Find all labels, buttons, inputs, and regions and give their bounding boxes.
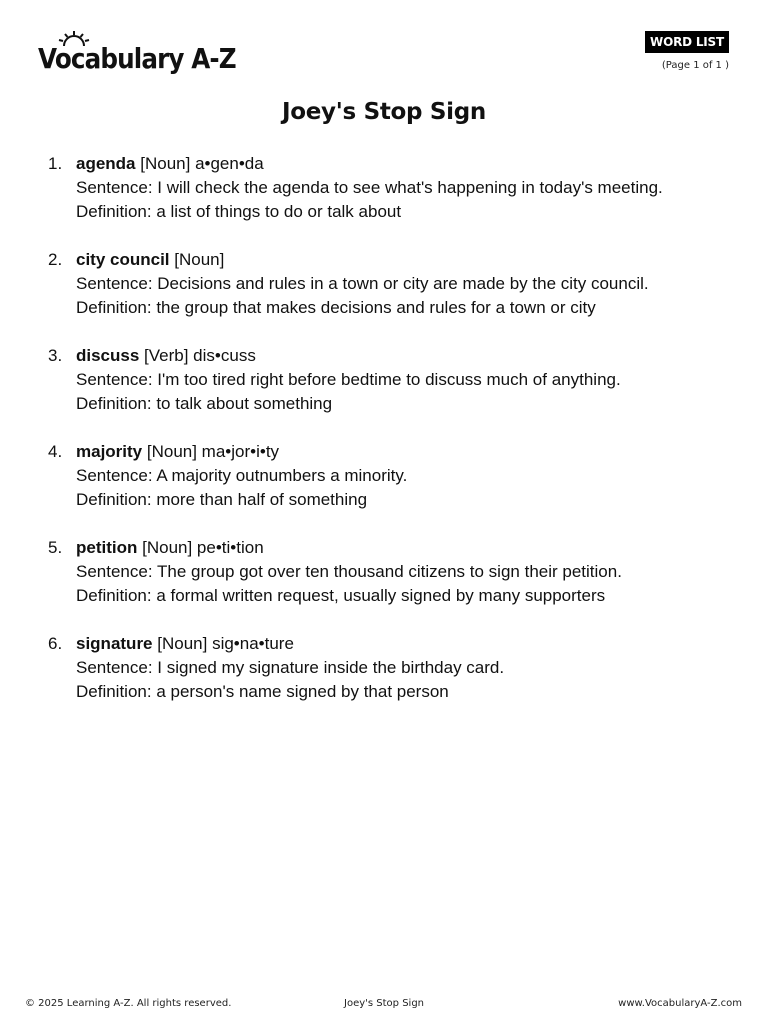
entry-word: discuss [76,346,140,365]
entry-word: agenda [76,154,136,173]
entry-sentence: Sentence: Decisions and rules in a town or city are made by the city council. [76,274,649,293]
entry-word: petition [76,538,138,557]
word-list-badge: WORD LIST [645,31,729,53]
entry-number: 2. [48,250,63,269]
entry-word: city council [76,250,170,269]
entry-pos: [Noun] a•gen•da [135,154,264,173]
entry-sentence: Sentence: I'm too tired right before bedtime to discuss much of anything. [76,370,621,389]
vocabulary-list [46,152,736,728]
entry-sentence: Sentence: A majority outnumbers a minority. [76,466,408,485]
entry-pos: [Verb] dis•cuss [139,346,256,365]
entry-number: 5. [48,538,63,557]
entry-pos: [Noun] pe•ti•tion [137,538,264,557]
entry-definition: Definition: more than half of something [76,490,368,509]
entry-sentence: Sentence: I will check the agenda to see what's happening in today's meeting. [76,178,663,197]
list-item [46,248,736,320]
page-title: Joey's Stop Sign [281,99,486,125]
entry-number: 3. [48,346,63,365]
entry-definition: Definition: to talk about something [76,394,333,413]
entry-definition: Definition: the group that makes decisions and rules for a town or city [76,298,596,317]
entry-number: 6. [48,634,63,653]
entry-definition: Definition: a person's name signed by that person [76,682,449,701]
entry-word: signature [76,634,153,653]
list-item [46,152,736,224]
list-item [46,536,736,608]
entry-number: 1. [48,154,63,173]
entry-sentence: Sentence: I signed my signature inside the birthday card. [76,658,505,677]
entry-pos: [Noun] sig•na•ture [152,634,294,653]
entry-definition: Definition: a formal written request, usually signed by many supporters [76,586,606,605]
entry-number: 4. [48,442,63,461]
footer-url[interactable]: www.VocabularyA-Z.com [618,998,742,1009]
page-indicator: (Page 1 of 1 ) [661,60,729,71]
footer-copyright: © 2025 Learning A-Z. All rights reserved. [25,998,232,1009]
logo-text: Vocabulary A-Z [38,42,236,75]
list-item [46,440,736,512]
entry-sentence: Sentence: The group got over ten thousand citizens to sign their petition. [76,562,622,581]
footer-title: Joey's Stop Sign [344,998,424,1009]
list-item [46,344,736,416]
entry-pos: [Noun] ma•jor•i•ty [142,442,280,461]
entry-definition: Definition: a list of things to do or talk about [76,202,402,221]
list-item [46,632,736,704]
entry-word: majority [76,442,143,461]
entry-pos: [Noun] [169,250,225,269]
vocabulary-az-logo [38,30,238,82]
